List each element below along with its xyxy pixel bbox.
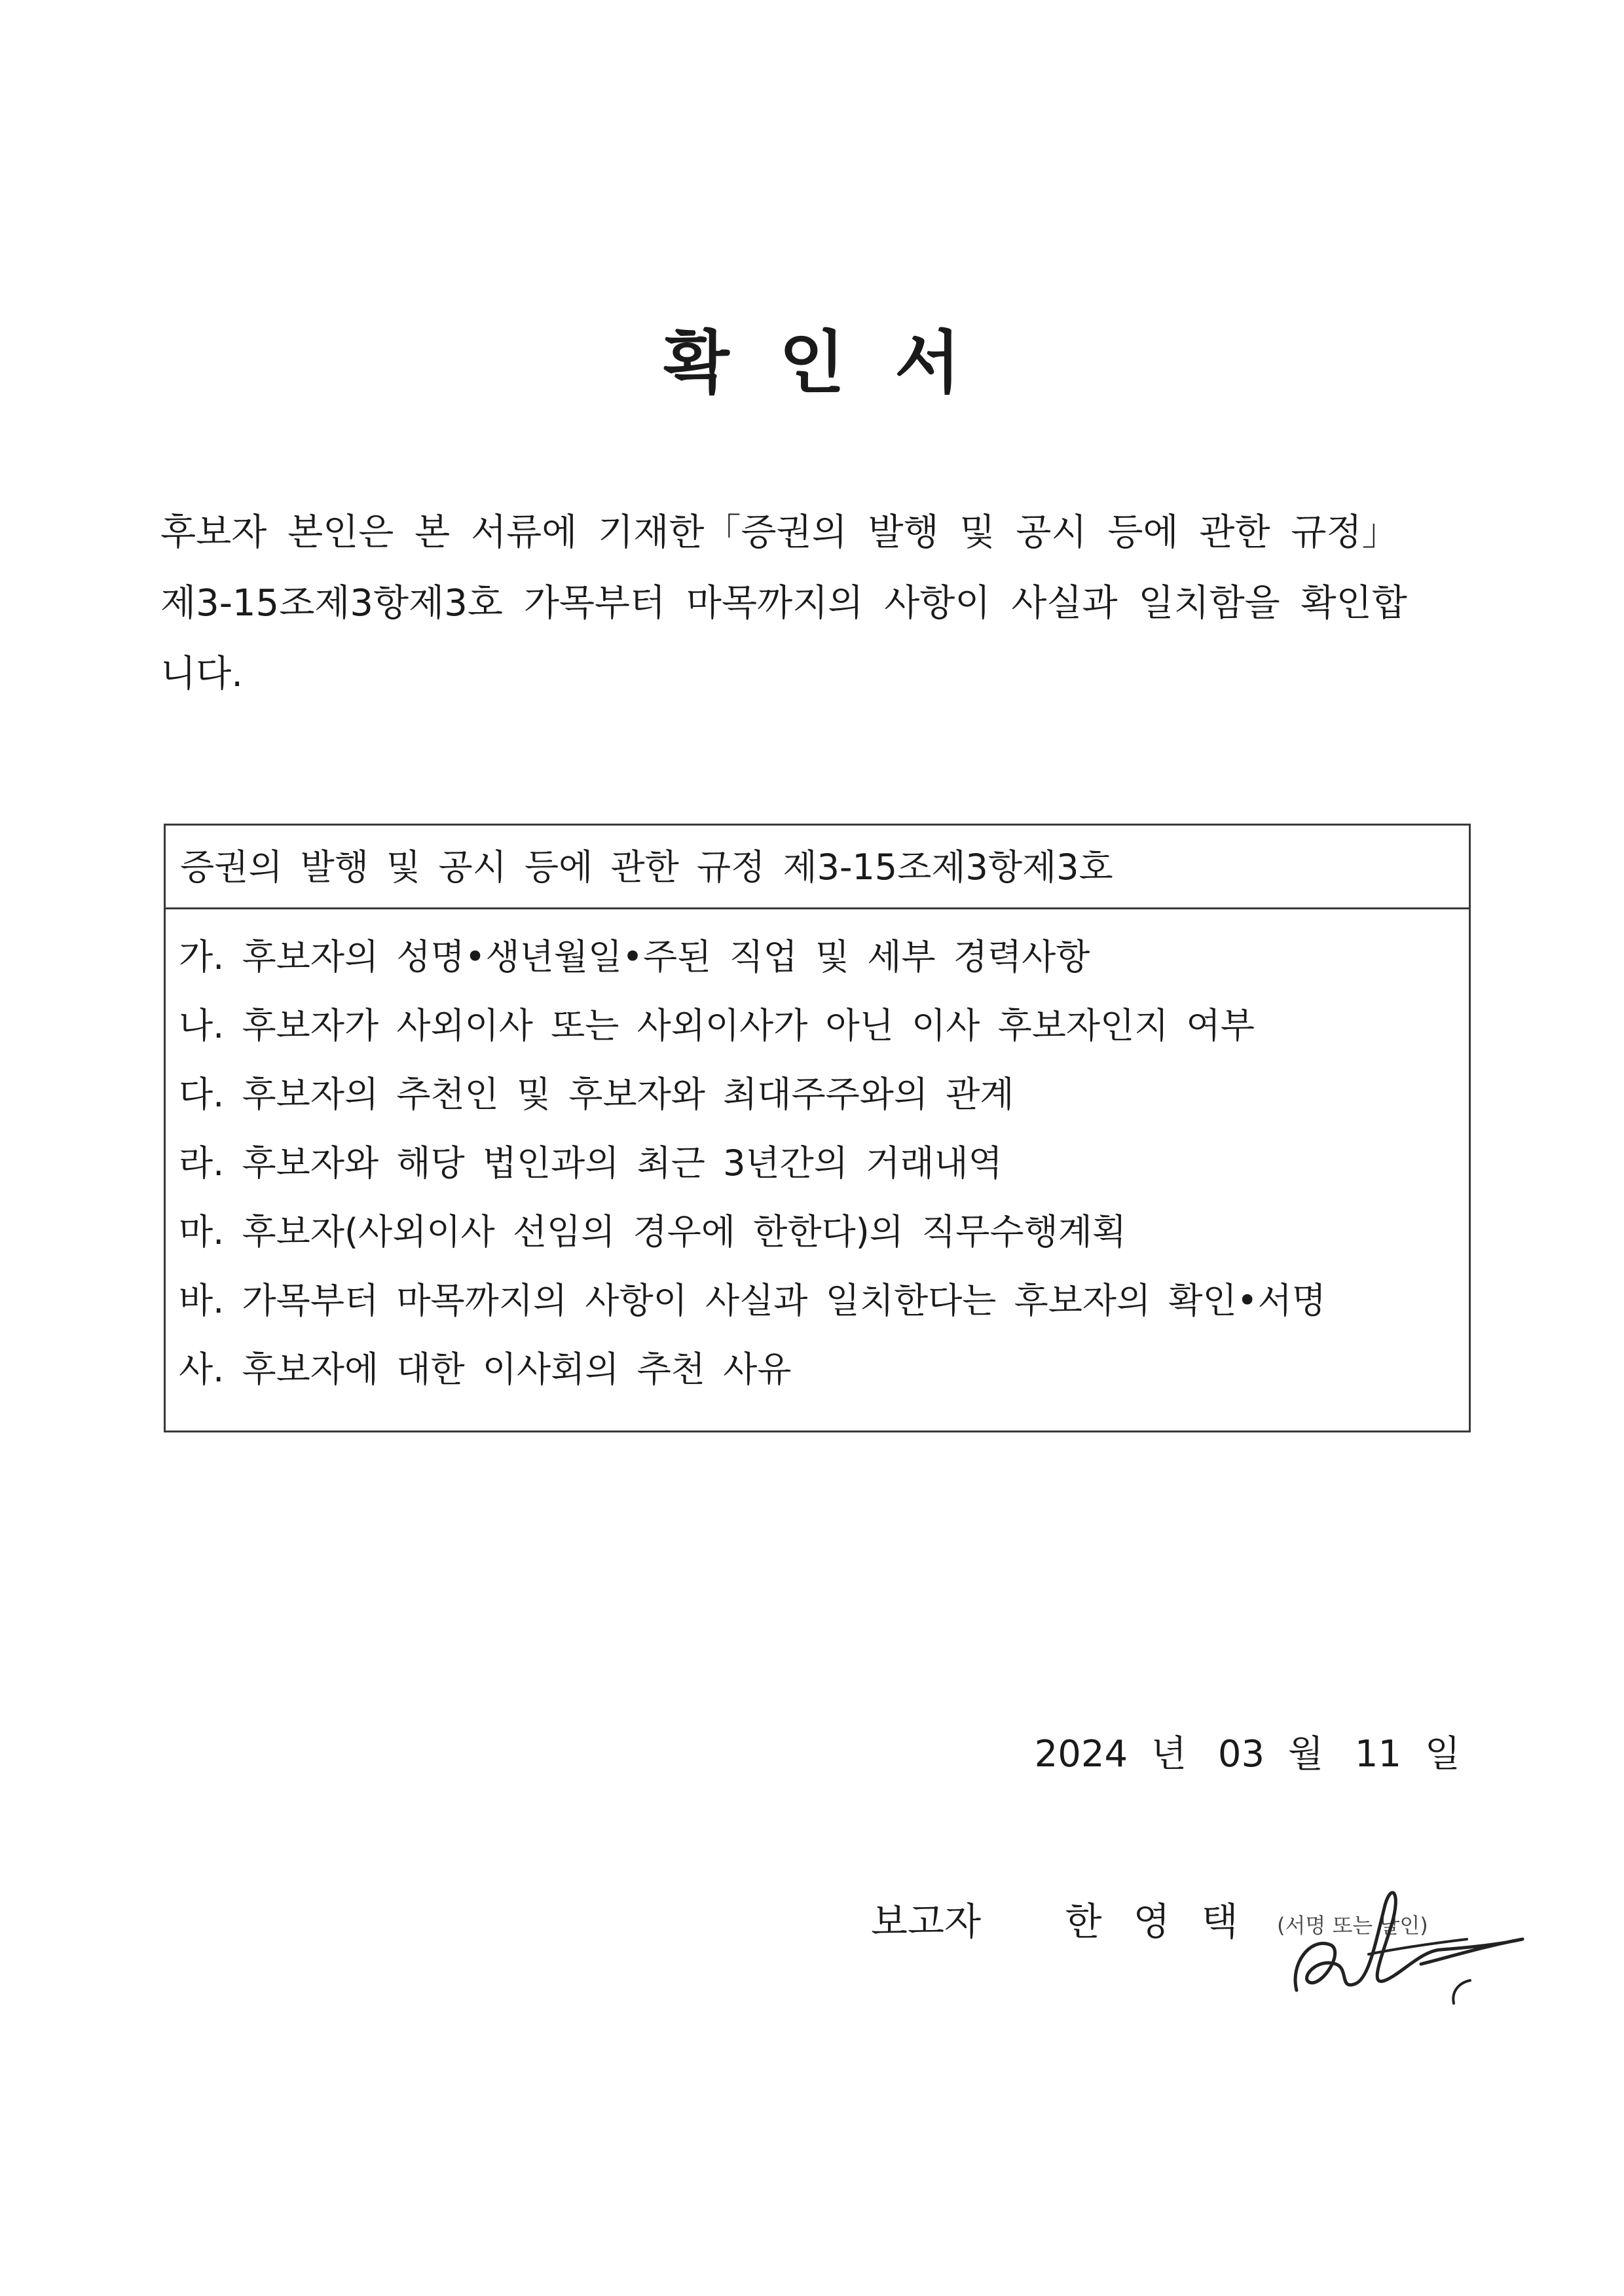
date-year-unit: 년 (1151, 1733, 1187, 1776)
document-title (0, 308, 1624, 406)
signature-stroke (1453, 1980, 1470, 2003)
signature-stroke (1295, 1893, 1522, 1990)
reporter-name-char: 영 (1133, 1899, 1170, 1944)
regulation-item: 나. 후보자가 사외이사 또는 사외이사가 아닌 이사 후보자인지 여부 (179, 1005, 1255, 1046)
intro-line: 후보자 본인은 본 서류에 기재한「증권의 발행 및 공시 등에 관한 규정」 (160, 511, 1399, 554)
regulation-item: 마. 후보자(사외이사 선임의 경우에 한한다)의 직무수행계획 (179, 1211, 1127, 1252)
regulation-item: 라. 후보자와 해당 법인과의 최근 3년간의 거래내역 (179, 1142, 1003, 1184)
regulation-item: 다. 후보자의 추천인 및 후보자와 최대주주와의 관계 (179, 1074, 1014, 1115)
regulation-item: 바. 가목부터 마목까지의 사항이 사실과 일치한다는 후보자의 확인•서명 (179, 1280, 1326, 1321)
regulation-item-list (166, 909, 1469, 1404)
title-char: 인 (779, 323, 845, 403)
date-year: 2024 (1034, 1733, 1128, 1776)
reporter-name (1065, 1892, 1270, 1951)
date-day: 11 (1354, 1733, 1402, 1776)
document-date (1035, 1728, 1460, 1781)
handwritten-signature (1270, 1866, 1532, 2016)
title-char: 서 (895, 323, 961, 403)
intro-line: 니다. (160, 653, 243, 695)
sign-note: (서명 또는 날인) (1277, 1913, 1428, 1938)
intro-line: 제3-15조제3항제3호 가목부터 마목까지의 사항이 사실과 일치함을 확인합 (160, 582, 1407, 625)
reporter-line (871, 1892, 1270, 1951)
regulation-item: 가. 후보자의 성명•생년월일•주된 직업 및 세부 경력사항 (179, 936, 1090, 977)
regulation-box (164, 824, 1471, 1432)
regulation-item: 사. 후보자에 대한 이사회의 추천 사유 (179, 1349, 792, 1390)
title-char: 확 (663, 323, 729, 403)
regulation-box-header: 증권의 발행 및 공시 등에 관한 규정 제3-15조제3항제3호 (166, 826, 1469, 909)
date-day-unit: 일 (1424, 1733, 1460, 1776)
reporter-name-char: 한 (1065, 1899, 1102, 1944)
date-month: 03 (1217, 1733, 1265, 1776)
reporter-label: 보고자 (871, 1899, 982, 1944)
reporter-name-char: 택 (1201, 1899, 1238, 1944)
intro-paragraph (160, 498, 1477, 710)
date-month-unit: 월 (1287, 1733, 1323, 1776)
